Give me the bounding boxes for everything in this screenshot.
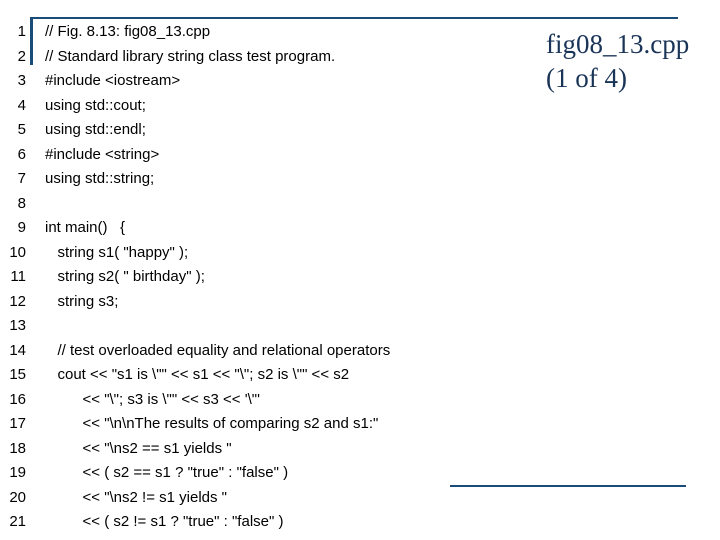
line-number: 12 bbox=[9, 292, 26, 310]
code-line: // Standard library string class test program. bbox=[45, 47, 336, 65]
slide-title bbox=[546, 27, 716, 95]
line-number: 5 bbox=[17, 121, 26, 138]
line-number: 18 bbox=[9, 439, 26, 457]
line-number: 8 bbox=[17, 194, 26, 212]
line-number: 1 bbox=[17, 23, 26, 40]
line-number: 19 bbox=[9, 464, 26, 481]
top-rule bbox=[32, 17, 678, 19]
line-number: 4 bbox=[17, 96, 26, 114]
code-line: << ( s2 != s1 ? "true" : "false" ) bbox=[45, 513, 284, 530]
line-number: 17 bbox=[9, 415, 26, 432]
code-line: // test overloaded equality and relational operators bbox=[45, 341, 391, 359]
code-line: << "\n\nThe results of comparing s2 and s1:" bbox=[45, 415, 379, 432]
code-line: << "\"; s3 is \"" << s3 << '\"' bbox=[45, 390, 260, 408]
line-number: 14 bbox=[9, 341, 26, 359]
line-number: 21 bbox=[9, 513, 26, 530]
line-number: 20 bbox=[9, 488, 26, 506]
line-number: 2 bbox=[17, 47, 26, 65]
line-number: 11 bbox=[10, 268, 26, 285]
code-line: string s1( "happy" ); bbox=[45, 243, 189, 261]
code-line: using std::string; bbox=[45, 170, 155, 187]
code-line bbox=[45, 192, 485, 217]
line-number: 3 bbox=[17, 72, 26, 89]
line-number-gutter bbox=[0, 20, 26, 535]
code-line: int main() { bbox=[45, 219, 126, 236]
slide-title-page: (1 of 4) bbox=[546, 63, 627, 93]
line-number: 16 bbox=[9, 390, 26, 408]
slide-title-filename: fig08_13.cpp bbox=[546, 29, 690, 59]
code-line: << "\ns2 != s1 yields " bbox=[45, 488, 227, 506]
code-line: << "\ns2 == s1 yields " bbox=[45, 439, 232, 457]
line-number: 10 bbox=[9, 243, 26, 261]
code-line: string s2( " birthday" ); bbox=[45, 268, 205, 285]
code-line: cout << "s1 is \"" << s1 << "\"; s2 is \"" << s2 bbox=[45, 366, 350, 383]
line-number: 13 bbox=[9, 317, 26, 334]
line-number: 15 bbox=[9, 366, 26, 383]
code-line: #include <string> bbox=[45, 145, 160, 163]
line-number: 6 bbox=[17, 145, 26, 163]
line-number: 7 bbox=[17, 170, 26, 187]
code-line: string s3; bbox=[45, 292, 119, 310]
code-line: // Fig. 8.13: fig08_13.cpp bbox=[45, 23, 211, 40]
code-listing bbox=[45, 20, 485, 535]
code-line: using std::endl; bbox=[45, 121, 146, 138]
code-line: #include <iostream> bbox=[45, 72, 181, 89]
code-line bbox=[45, 314, 485, 339]
code-line: using std::cout; bbox=[45, 96, 146, 114]
left-rule bbox=[30, 17, 33, 65]
bottom-rule bbox=[450, 485, 686, 487]
code-line: << ( s2 == s1 ? "true" : "false" ) bbox=[45, 464, 289, 481]
line-number: 9 bbox=[17, 219, 26, 236]
